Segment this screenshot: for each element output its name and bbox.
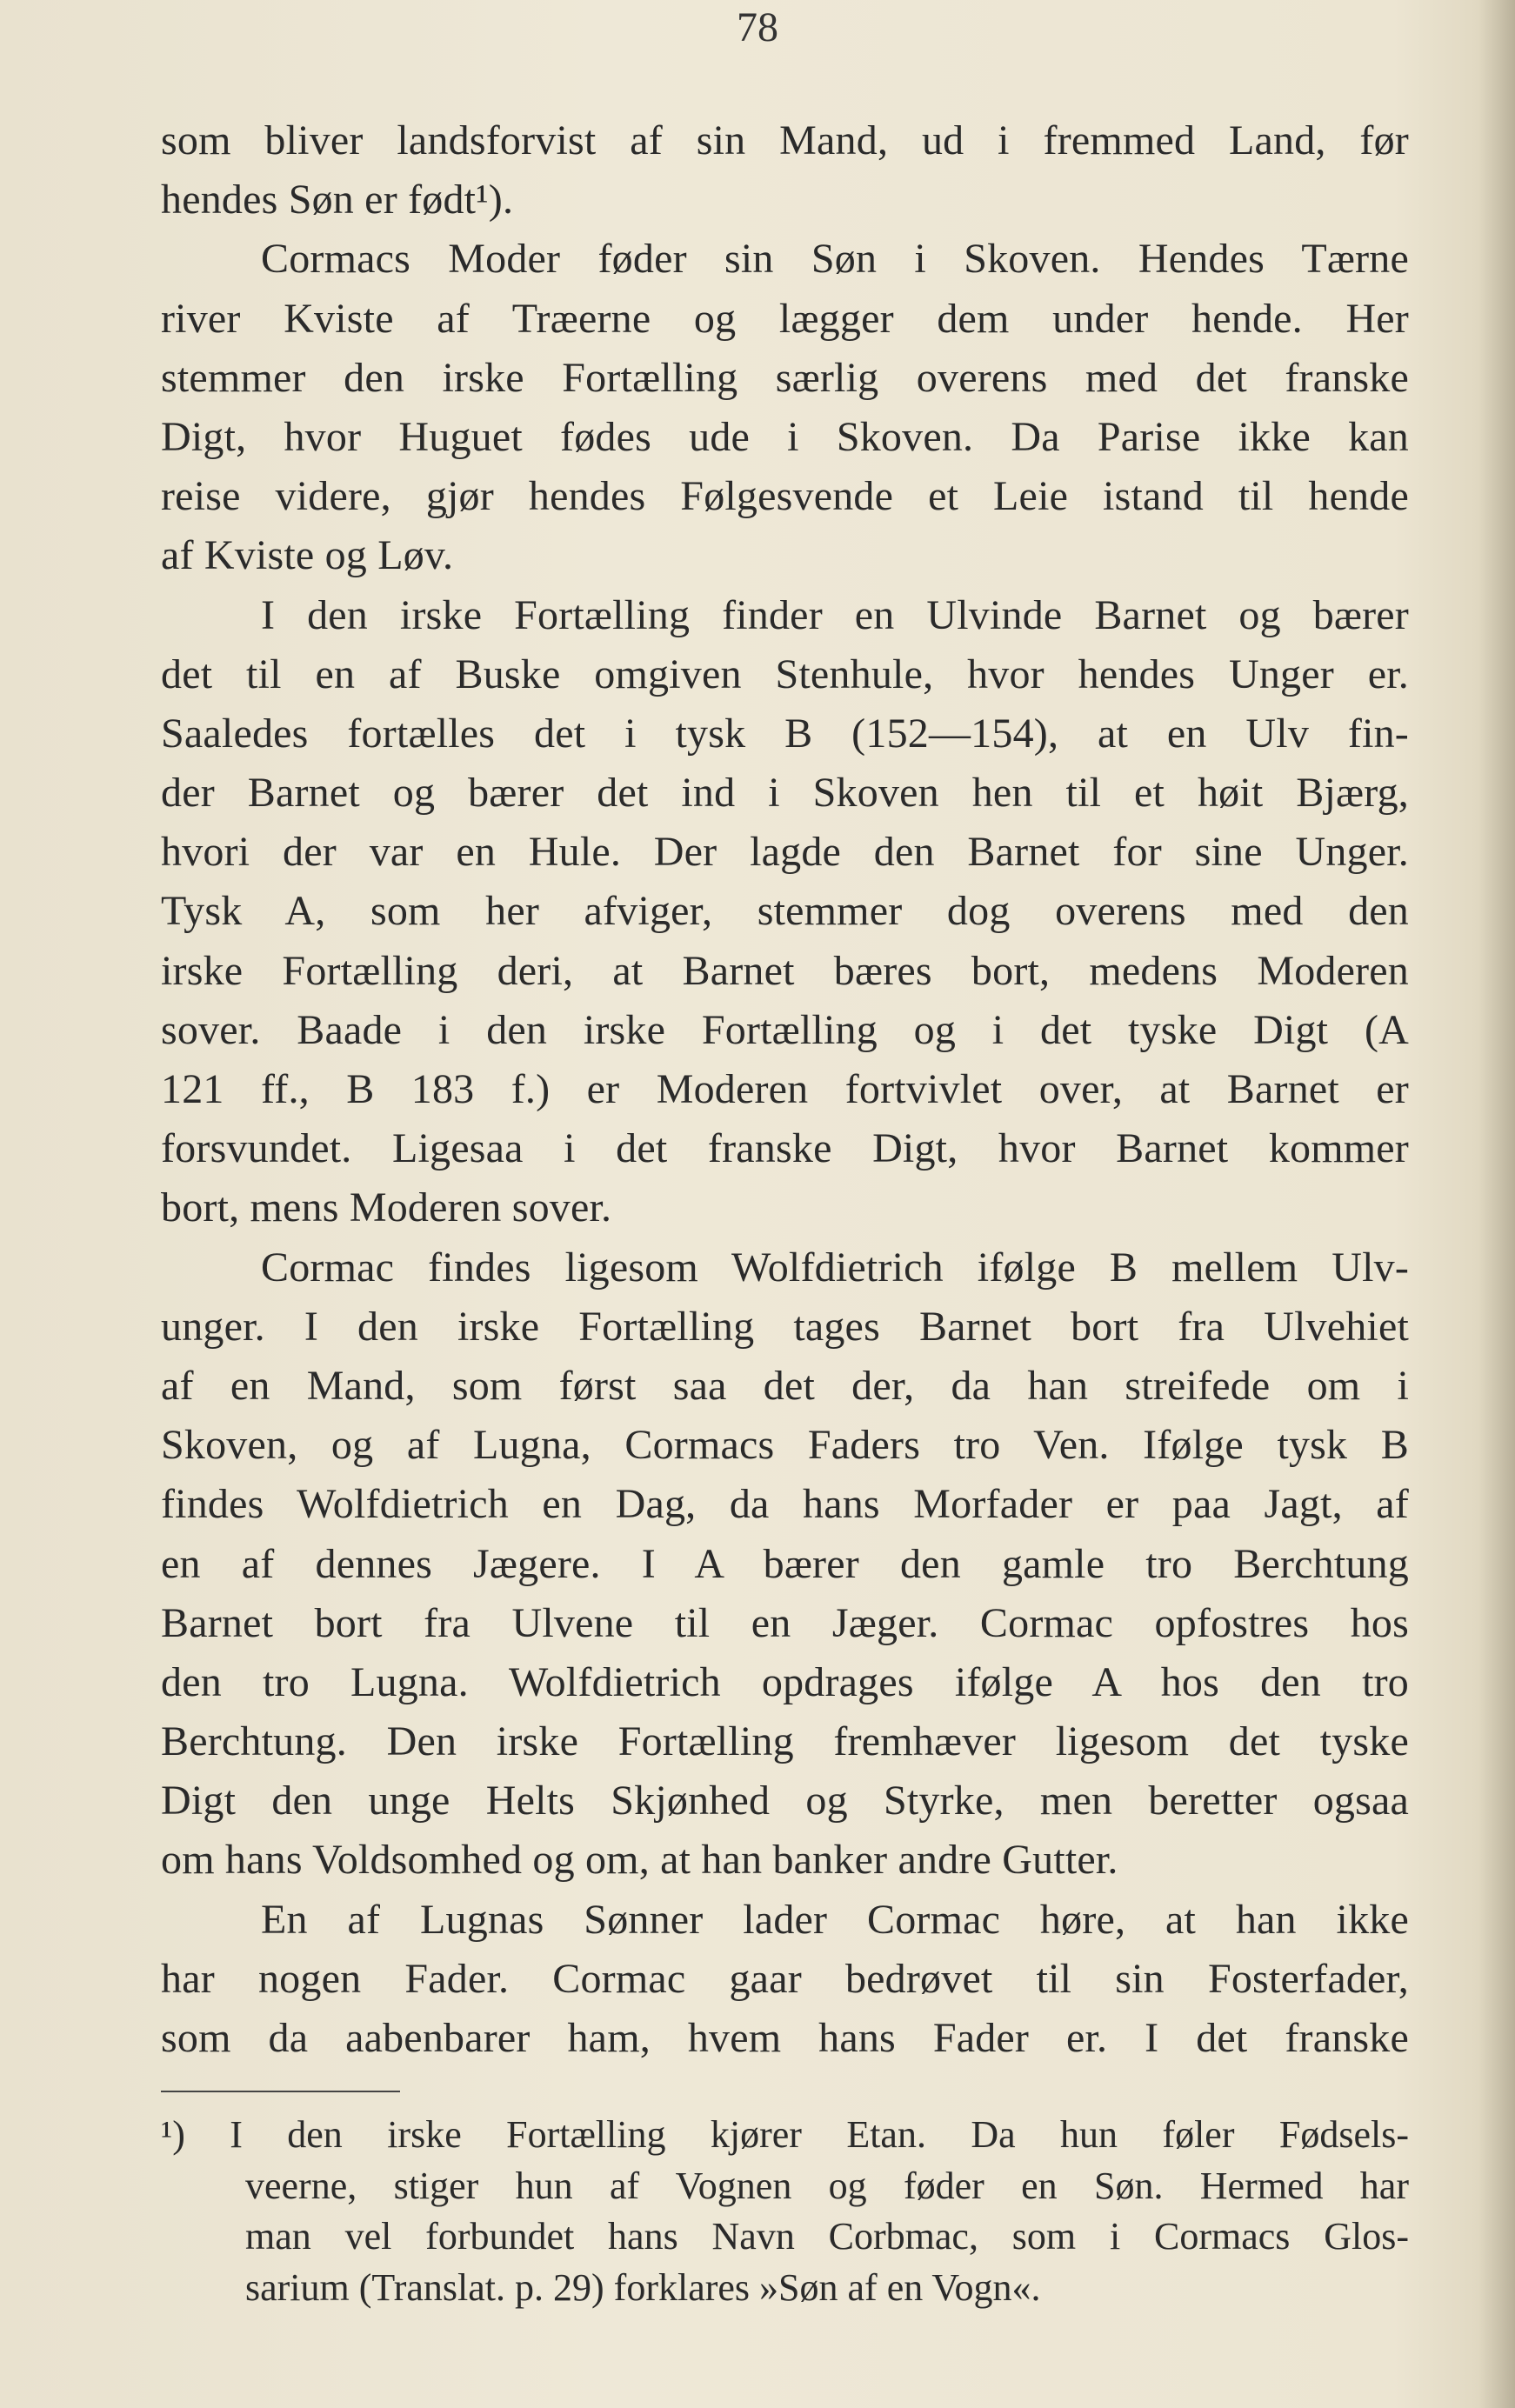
text-line: hendes Søn er født¹).	[161, 177, 514, 223]
footnote	[161, 2110, 1409, 2313]
text-line: af en Mand, som først saa det der, da han streifede om i	[161, 1362, 1409, 1409]
text-line: en af dennes Jægere. I A bærer den gamle tro Berchtung	[161, 1540, 1409, 1587]
footnote-line: veerne, stiger hun af Vognen og føder en Søn. Hermed har	[245, 2164, 1409, 2207]
text-line: irske Fortælling deri, at Barnet bæres bort, medens Moderen	[161, 947, 1409, 994]
text-line: har nogen Fader. Cormac gaar bedrøvet til sin Fosterfader,	[161, 1955, 1409, 2002]
footnote-line: sarium (Translat. p. 29) forklares »Søn af en Vogn«.	[245, 2265, 1041, 2309]
text-line: af Kviste og Løv.	[161, 532, 454, 579]
footnote-divider	[161, 2091, 400, 2092]
text-line: En af Lugnas Sønner lader Cormac høre, at han ikke	[261, 1896, 1409, 1943]
text-line: hvori der var en Hule. Der lagde den Barnet for sine Unger.	[161, 829, 1409, 876]
text-line: 121 ff., B 183 f.) er Moderen fortvivlet over, at Barnet er	[161, 1066, 1409, 1112]
footnote-line: man vel forbundet hans Navn Corbmac, som i Cormacs Glos-	[245, 2215, 1409, 2258]
text-line: I den irske Fortælling finder en Ulvinde Barnet og bærer	[261, 591, 1409, 638]
text-line: Digt, hvor Huguet fødes ude i Skoven. Da Parise ikke kan	[161, 413, 1409, 460]
text-line: stemmer den irske Fortælling særlig overens med det franske	[161, 354, 1409, 401]
text-line: den tro Lugna. Wolfdietrich opdrages ifølge A hos den tro	[161, 1658, 1409, 1705]
text-line: sover. Baade i den irske Fortælling og i det tyske Digt (A	[161, 1006, 1409, 1053]
text-line: unger. I den irske Fortælling tages Barnet bort fra Ulvehiet	[161, 1303, 1409, 1350]
text-line: forsvundet. Ligesaa i det franske Digt, hvor Barnet kommer	[161, 1125, 1409, 1172]
text-line: om hans Voldsomhed og om, at han banker andre Gutter.	[161, 1837, 1118, 1884]
text-line: der Barnet og bærer det ind i Skoven hen til et høit Bjærg,	[161, 770, 1409, 817]
footnote-line: ¹) I den irske Fortælling kjører Etan. Da hun føler Fødsels-	[161, 2113, 1409, 2156]
text-line: findes Wolfdietrich en Dag, da hans Morfader er paa Jagt, af	[161, 1481, 1409, 1528]
text-line: Skoven, og af Lugna, Cormacs Faders tro Ven. Ifølge tysk B	[161, 1422, 1409, 1469]
text-line: som bliver landsforvist af sin Mand, ud i fremmed Land, før	[161, 117, 1409, 163]
body-text	[161, 111, 1409, 2068]
text-line: Saaledes fortælles det i tysk B (152—154), at en Ulv fin-	[161, 710, 1409, 757]
text-line: som da aabenbarer ham, hvem hans Fader er. I det franske	[161, 2015, 1409, 2061]
text-line: Berchtung. Den irske Fortælling fremhæver ligesom det tyske	[161, 1718, 1409, 1765]
text-line: bort, mens Moderen sover.	[161, 1184, 612, 1231]
text-line: Tysk A, som her afviger, stemmer dog overens med den	[161, 888, 1409, 935]
page-number: 78	[737, 4, 778, 50]
text-line: Cormac findes ligesom Wolfdietrich ifølge B mellem Ulv-	[261, 1244, 1409, 1291]
text-line: Barnet bort fra Ulvene til en Jæger. Cormac opfostres hos	[161, 1599, 1409, 1646]
text-line: Digt den unge Helts Skjønhed og Styrke, men beretter ogsaa	[161, 1778, 1409, 1824]
text-line: det til en af Buske omgiven Stenhule, hvor hendes Unger er.	[161, 650, 1409, 697]
page-edge-shadow	[1478, 0, 1515, 2408]
text-line: reise videre, gjør hendes Følgesvende et Leie istand til hende	[161, 473, 1409, 520]
text-line: river Kviste af Træerne og lægger dem under hende. Her	[161, 295, 1409, 342]
text-line: Cormacs Moder føder sin Søn i Skoven. Hendes Tærne	[261, 236, 1409, 283]
